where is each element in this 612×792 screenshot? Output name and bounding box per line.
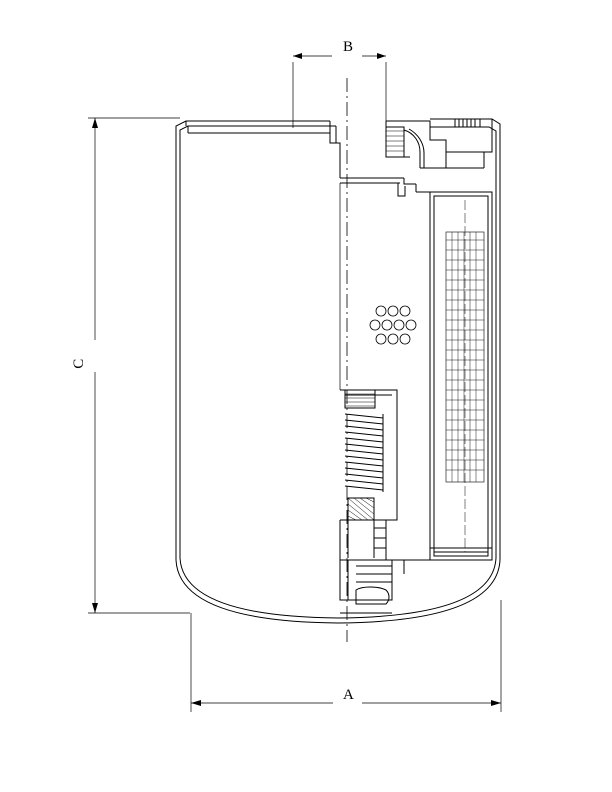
- inlet-holes: [370, 306, 416, 344]
- spring-coils: [345, 414, 383, 492]
- dimension-b-group: [293, 53, 386, 128]
- bypass-valve-assembly: [340, 390, 404, 613]
- dimension-label-b: B: [343, 39, 354, 55]
- dimension-c-group: [88, 118, 190, 613]
- dimension-label-a: A: [343, 687, 355, 703]
- dimension-label-c: C: [70, 358, 87, 369]
- filter-media: [404, 192, 492, 574]
- outer-shell: [176, 134, 500, 623]
